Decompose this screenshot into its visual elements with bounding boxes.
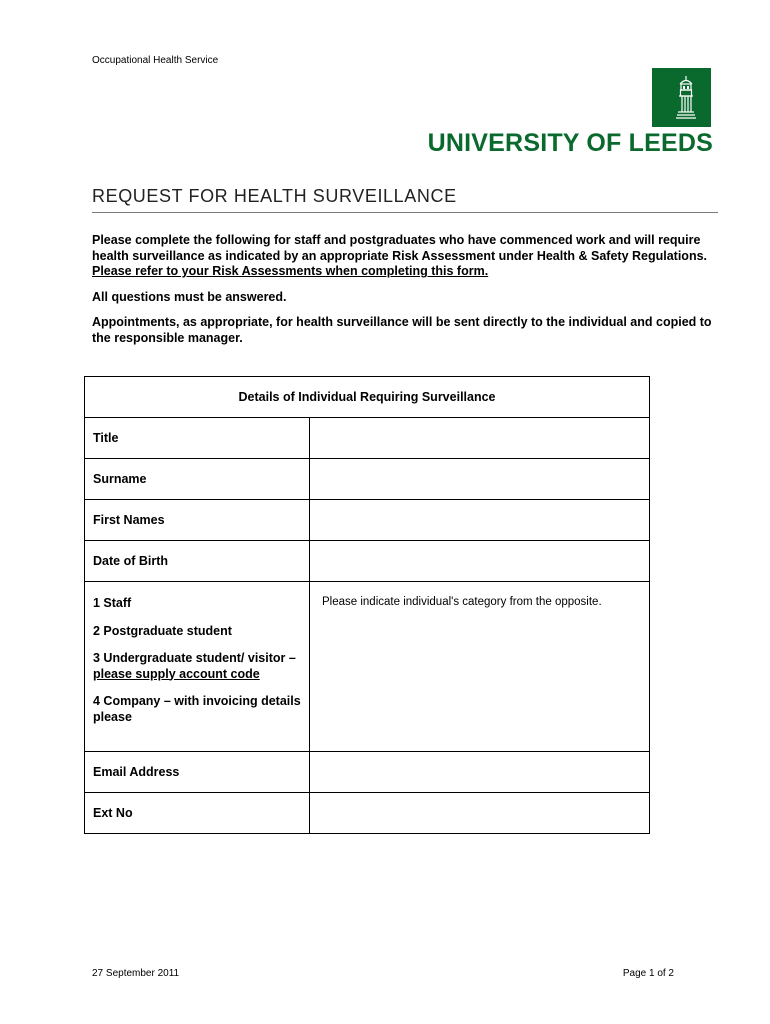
- department-name: Occupational Health Service: [92, 55, 219, 66]
- table-row: [85, 541, 650, 582]
- first-names-field[interactable]: [310, 500, 650, 541]
- university-wordmark: UNIVERSITY OF LEEDS: [427, 129, 713, 157]
- category-field[interactable]: [310, 582, 650, 752]
- category-option-undergraduate: [93, 651, 301, 682]
- intro-text: Please complete the following for staff and postgraduates who have commenced work and will require health surveillance as indicated by an appropriate Risk Assessment under Health & Safety Regulations.: [92, 233, 708, 263]
- title-field[interactable]: [310, 418, 650, 459]
- appointments-note: Appointments, as appropriate, for health surveillance will be sent directly to the individual and copied to the responsible manager.: [92, 315, 712, 345]
- table-row: [85, 418, 650, 459]
- ext-no-field[interactable]: [310, 793, 650, 834]
- surname-field[interactable]: [310, 459, 650, 500]
- title-divider: [92, 212, 718, 213]
- footer-date: 27 September 2011: [92, 968, 180, 979]
- category-options: [85, 582, 310, 752]
- email-field[interactable]: [310, 752, 650, 793]
- university-crest-icon: [652, 68, 711, 127]
- table-row: [85, 793, 650, 834]
- category-option-postgraduate: 2 Postgraduate student: [93, 623, 232, 638]
- category-option-company: 4 Company – with invoicing details please: [93, 694, 301, 724]
- table-row: [85, 582, 650, 752]
- table-header: Details of Individual Requiring Surveillance: [85, 377, 650, 418]
- ext-no-label: Ext No: [85, 793, 310, 834]
- category-instruction: Please indicate individual's category from the opposite.: [322, 596, 602, 608]
- date-of-birth-field[interactable]: [310, 541, 650, 582]
- first-names-label: First Names: [85, 500, 310, 541]
- risk-assessment-note: Please refer to your Risk Assessments when completing this form.: [92, 264, 489, 278]
- title-label: Title: [85, 418, 310, 459]
- table-header-row: [85, 377, 650, 418]
- details-table: [84, 376, 650, 834]
- surname-label: Surname: [85, 459, 310, 500]
- table-row: [85, 752, 650, 793]
- account-code-note: please supply account code: [93, 666, 260, 681]
- undergraduate-text: 3 Undergraduate student/ visitor –: [93, 651, 296, 665]
- category-option-staff: 1 Staff: [93, 596, 132, 610]
- date-of-birth-label: Date of Birth: [85, 541, 310, 582]
- intro-section: [92, 233, 714, 346]
- form-title: REQUEST FOR HEALTH SURVEILLANCE: [92, 186, 457, 206]
- table-row: [85, 459, 650, 500]
- table-row: [85, 500, 650, 541]
- email-label: Email Address: [85, 752, 310, 793]
- all-questions-note: All questions must be answered.: [92, 289, 287, 304]
- intro-paragraph: [92, 233, 714, 280]
- page-number: Page 1 of 2: [622, 968, 674, 979]
